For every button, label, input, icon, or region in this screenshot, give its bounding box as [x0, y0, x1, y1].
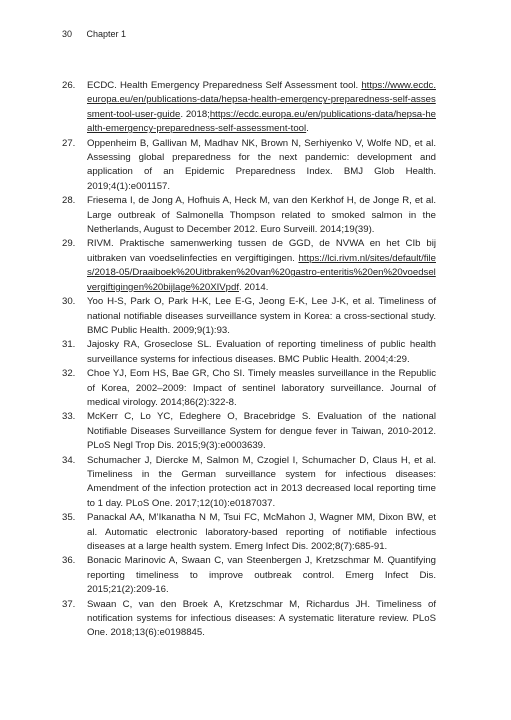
- reference-number: 35.: [62, 512, 76, 524]
- reference-link[interactable]: https://ecdc.europa.eu/en/publications-data/hepsa-health-emergency-preparedness-self-assessment-tool: [87, 108, 436, 135]
- reference-number: 26.: [62, 80, 76, 91]
- reference-text: [87, 511, 436, 554]
- reference-number: 33.: [62, 411, 76, 423]
- reference-text-segment: Bonacic Marinovic A, Swaan C, van Steenbergen J, Kretzschmar M. Quantifying reporting timeliness to improve outbreak control. Emerg Infect Dis. 2015;21(2):209-16.: [87, 555, 436, 596]
- reference-text: [87, 367, 436, 410]
- reference-link[interactable]: https://lci.rivm.nl/sites/default/files/2018-05/Draaiboek%20Uitbraken%20van%20gastro-enteritis%20en%20voedselvergiftigingen%20bijlage%20XIVpdf: [87, 252, 436, 293]
- reference-item: [62, 410, 436, 453]
- reference-text: [87, 295, 436, 338]
- reference-link[interactable]: https://www.ecdc.europa.eu/en/publications-data/hepsa-health-emergency-preparedness-self-assessment-tool-user-guide: [87, 80, 436, 120]
- reference-text-segment: Schumacher J, Diercke M, Salmon M, Czogiel I, Schumacher D, Claus H, et al. Timeliness in the German surveillance system for infectious diseases: Amendment of the infection protection act in 2013 decreased local reporting time to 1 day. PLoS One. 2017;12(10):e0187037.: [87, 454, 436, 509]
- reference-text: [87, 79, 436, 137]
- reference-text-segment: ECDC. Health Emergency Preparedness Self Assessment tool.: [87, 80, 362, 91]
- reference-text-segment: . 2018;: [180, 108, 210, 120]
- reference-number: 36.: [62, 555, 76, 567]
- running-header: [62, 29, 126, 39]
- reference-text-segment: Choe YJ, Eom HS, Bae GR, Cho SI. Timely measles surveillance in the Republic of Korea, 2002–2009: Impact of sentinel laboratory surveillance. Journal of medical virology. 2014;86(2):322-8.: [87, 368, 436, 408]
- reference-text-segment: Yoo H-S, Park O, Park H-K, Lee E-G, Jeong E-K, Lee J-K, et al. Timeliness of national notifiable diseases surveillance system in Korea: a cross-sectional study. BMC Public Health. 2009;9(1):93.: [87, 296, 436, 336]
- reference-item: [62, 295, 436, 338]
- reference-text: [87, 410, 436, 453]
- reference-number: 30.: [62, 296, 76, 308]
- chapter-title: Chapter 1: [86, 29, 127, 39]
- reference-item: [62, 137, 436, 195]
- reference-text: [87, 194, 436, 237]
- reference-item: [62, 194, 436, 237]
- reference-item: [62, 367, 436, 410]
- page-number: 30: [62, 29, 73, 39]
- reference-text-segment: Swaan C, van den Broek A, Kretzschmar M, Richardus JH. Timeliness of notification systems for infectious diseases: A systematic literature review. PLoS One. 2018;13(6):e0198845.: [87, 598, 436, 639]
- reference-text: [87, 338, 436, 367]
- reference-text: [87, 598, 436, 641]
- reference-number: 29.: [62, 238, 76, 250]
- reference-item: [62, 338, 436, 367]
- reference-text-segment: .: [306, 123, 309, 135]
- reference-text: [87, 237, 436, 295]
- reference-number: 28.: [62, 195, 76, 207]
- reference-text-segment: Panackal AA, M’Ikanatha N M, Tsui FC, McMahon J, Wagner MM, Dixon BW, et al. Automatic electronic laboratory-based reporting of notifiable infectious diseases at a large health system. Emerg Infect Dis. 2002;8(7):685-91.: [87, 512, 436, 552]
- reference-text: [87, 137, 436, 195]
- reference-number: 31.: [62, 339, 76, 351]
- reference-list: [62, 79, 436, 641]
- reference-item: [62, 454, 436, 512]
- reference-number: 27.: [62, 137, 76, 149]
- reference-item: [62, 598, 436, 641]
- reference-item: [62, 237, 436, 295]
- reference-text-segment: Jajosky RA, Groseclose SL. Evaluation of reporting timeliness of public health surveillance systems for infectious diseases. BMC Public Health. 2004;4:29.: [87, 339, 436, 365]
- reference-item: [62, 554, 436, 597]
- reference-text: [87, 554, 436, 597]
- reference-text-segment: McKerr C, Lo YC, Edeghere O, Bracebridge S. Evaluation of the national Notifiable Diseases Surveillance System for dengue fever in Taiwan, 2010-2012. PLoS Negl Trop Dis. 2015;9(3):e0003639.: [87, 411, 436, 452]
- reference-text-segment: Oppenheim B, Gallivan M, Madhav NK, Brown N, Serhiyenko V, Wolfe ND, et al. Assessing global preparedness for the next pandemic: development and application of an Epidemic Preparedness Index. BMJ Glob Health. 2019;4(1):e001157.: [87, 137, 436, 192]
- reference-item: [62, 511, 436, 554]
- reference-number: 34.: [62, 454, 76, 466]
- reference-text-segment: . 2014.: [239, 281, 269, 293]
- reference-text: [87, 454, 436, 512]
- reference-item: [62, 79, 436, 137]
- reference-text-segment: Friesema I, de Jong A, Hofhuis A, Heck M, van den Kerkhof H, de Jonge R, et al. Large outbreak of Salmonella Thompson related to smoked salmon in the Netherlands, August to December 2012. Euro Surveill. 2014;19(39).: [87, 195, 436, 236]
- reference-number: 37.: [62, 598, 76, 610]
- reference-number: 32.: [62, 368, 76, 380]
- reference-text-segment: RIVM. Praktische samenwerking tussen de GGD, de NVWA en het CIb bij uitbraken van voedselinfecties en vergiftigingen.: [87, 238, 436, 264]
